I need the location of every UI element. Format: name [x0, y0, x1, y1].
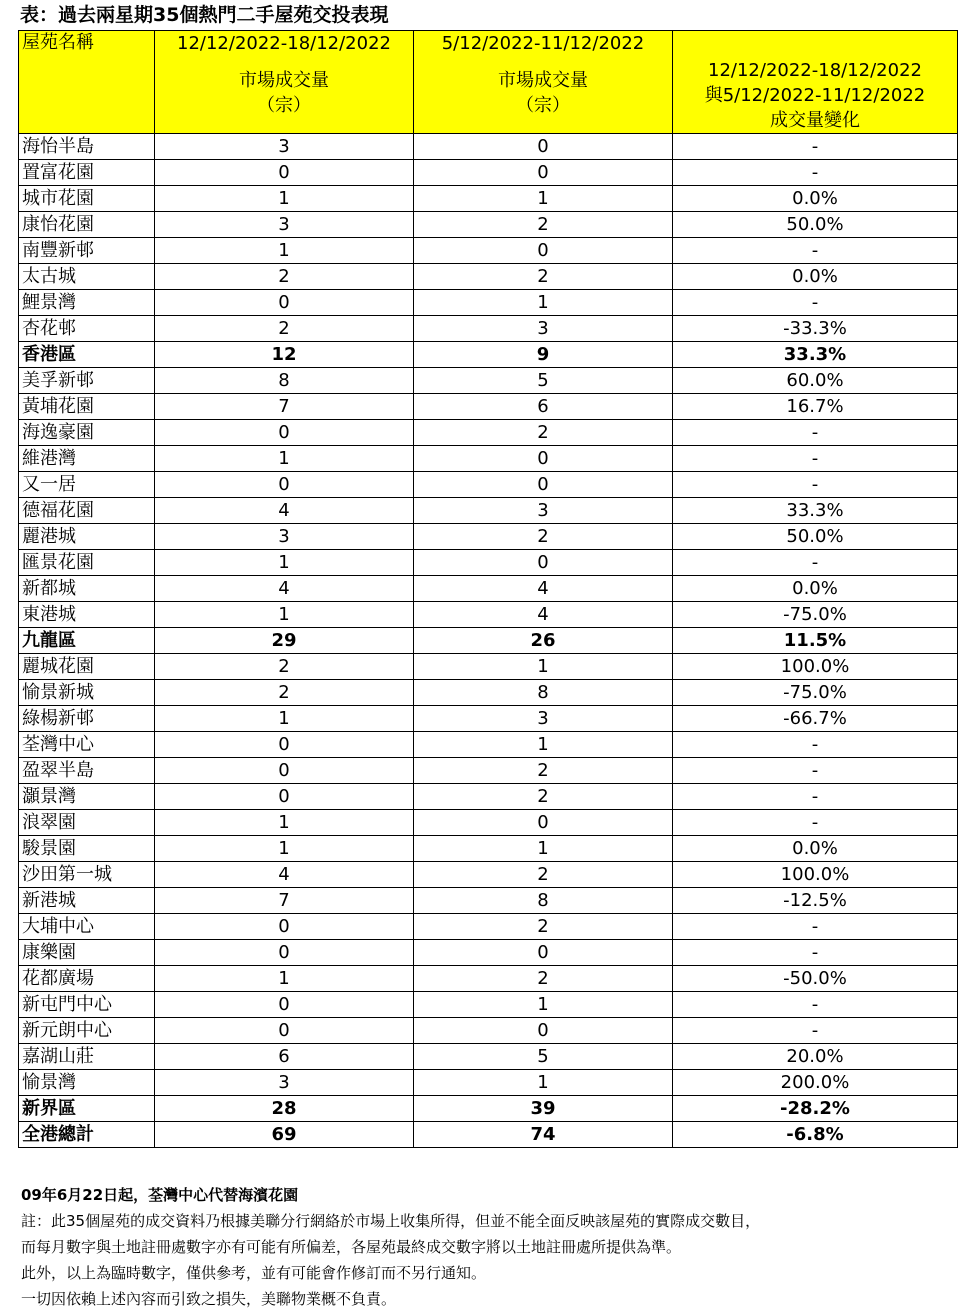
header-period-1-unit: （宗）: [257, 95, 311, 116]
change-cell: -: [673, 732, 958, 758]
change-cell: -: [673, 784, 958, 810]
table-row: [19, 160, 958, 186]
header-period-2-volume: 市場成交量: [498, 70, 588, 91]
period-2-volume-cell: 1: [414, 654, 673, 680]
change-cell: -: [673, 134, 958, 160]
header-change-line1: 12/12/2022-18/12/2022: [708, 60, 922, 81]
period-1-volume-cell: 7: [155, 888, 414, 914]
estate-name-cell: 嘉湖山莊: [19, 1044, 155, 1070]
change-cell: 16.7%: [673, 394, 958, 420]
note-disclaimer-2: 而每月數字與土地註冊處數字亦有可能有所偏差，各屋苑最終成交數字將以土地註冊處所提供為準。: [21, 1238, 682, 1256]
period-1-volume-cell: 0: [155, 992, 414, 1018]
table-row: [19, 498, 958, 524]
table-row: [19, 732, 958, 758]
estate-name-cell: 愉景灣: [19, 1070, 155, 1096]
period-2-volume-cell: 1: [414, 836, 673, 862]
change-cell: -6.8%: [673, 1122, 958, 1148]
table-row: [19, 446, 958, 472]
period-1-volume-cell: 2: [155, 264, 414, 290]
period-2-volume-cell: 2: [414, 212, 673, 238]
change-cell: -: [673, 290, 958, 316]
period-2-volume-cell: 0: [414, 134, 673, 160]
change-cell: -75.0%: [673, 602, 958, 628]
header-period-1-volume: 市場成交量: [239, 70, 329, 91]
table-row: [19, 862, 958, 888]
table-body: [19, 134, 958, 1148]
change-cell: -: [673, 420, 958, 446]
change-cell: -: [673, 550, 958, 576]
period-2-volume-cell: 0: [414, 472, 673, 498]
period-1-volume-cell: 0: [155, 784, 414, 810]
period-1-volume-cell: 7: [155, 394, 414, 420]
estate-name-cell: 荃灣中心: [19, 732, 155, 758]
estate-name-cell: 花都廣場: [19, 966, 155, 992]
table-row: [19, 212, 958, 238]
period-1-volume-cell: 2: [155, 654, 414, 680]
page-title: 表：過去兩星期35個熱門二手屋苑交投表現: [20, 4, 389, 26]
period-1-volume-cell: 1: [155, 836, 414, 862]
period-2-volume-cell: 2: [414, 758, 673, 784]
change-cell: -: [673, 1018, 958, 1044]
change-cell: 11.5%: [673, 628, 958, 654]
estate-name-cell: 麗城花園: [19, 654, 155, 680]
table-row: [19, 1044, 958, 1070]
header-period-1-dates: 12/12/2022-18/12/2022: [177, 33, 391, 54]
district-subtotal-row: [19, 1096, 958, 1122]
estate-name-cell: 維港灣: [19, 446, 155, 472]
period-1-volume-cell: 2: [155, 316, 414, 342]
change-cell: 0.0%: [673, 186, 958, 212]
period-2-volume-cell: 0: [414, 1018, 673, 1044]
period-1-volume-cell: 1: [155, 602, 414, 628]
period-1-volume-cell: 0: [155, 914, 414, 940]
note-disclaimer-3: 此外，以上為臨時數字，僅供參考，並有可能會作修訂而不另行通知。: [21, 1264, 487, 1282]
header-change-line2: 與5/12/2022-11/12/2022: [704, 85, 926, 106]
period-2-volume-cell: 74: [414, 1122, 673, 1148]
note-disclaimer-4: 一切因依賴上述內容而引致之損失，美聯物業概不負責。: [21, 1290, 397, 1308]
period-2-volume-cell: 2: [414, 914, 673, 940]
estate-name-cell: 九龍區: [19, 628, 155, 654]
period-1-volume-cell: 29: [155, 628, 414, 654]
estate-name-cell: 美孚新邨: [19, 368, 155, 394]
period-1-volume-cell: 0: [155, 758, 414, 784]
period-2-volume-cell: 39: [414, 1096, 673, 1122]
period-1-volume-cell: 0: [155, 1018, 414, 1044]
period-1-volume-cell: 3: [155, 524, 414, 550]
table-row: [19, 654, 958, 680]
table-row: [19, 316, 958, 342]
change-cell: 33.3%: [673, 498, 958, 524]
table-row: [19, 602, 958, 628]
period-2-volume-cell: 2: [414, 264, 673, 290]
estate-name-cell: 匯景花園: [19, 550, 155, 576]
change-cell: 100.0%: [673, 862, 958, 888]
estate-name-cell: 新元朗中心: [19, 1018, 155, 1044]
change-cell: -: [673, 472, 958, 498]
estate-name-cell: 新都城: [19, 576, 155, 602]
estate-name-cell: 愉景新城: [19, 680, 155, 706]
estate-name-cell: 海逸豪園: [19, 420, 155, 446]
period-1-volume-cell: 12: [155, 342, 414, 368]
period-1-volume-cell: 0: [155, 160, 414, 186]
table-row: [19, 810, 958, 836]
table-row: [19, 1018, 958, 1044]
header-period-2: [414, 31, 673, 134]
change-cell: -66.7%: [673, 706, 958, 732]
table-row: [19, 524, 958, 550]
period-1-volume-cell: 1: [155, 810, 414, 836]
footnotes: [21, 1182, 961, 1312]
estate-name-cell: 盈翠半島: [19, 758, 155, 784]
period-2-volume-cell: 1: [414, 290, 673, 316]
period-1-volume-cell: 4: [155, 862, 414, 888]
period-1-volume-cell: 2: [155, 680, 414, 706]
change-cell: -: [673, 160, 958, 186]
period-2-volume-cell: 0: [414, 940, 673, 966]
period-2-volume-cell: 6: [414, 394, 673, 420]
note-replacement: 09年6月22日起，荃灣中心代替海濱花園: [21, 1186, 299, 1204]
period-1-volume-cell: 4: [155, 576, 414, 602]
period-1-volume-cell: 1: [155, 186, 414, 212]
period-1-volume-cell: 0: [155, 290, 414, 316]
period-2-volume-cell: 8: [414, 680, 673, 706]
estate-name-cell: 又一居: [19, 472, 155, 498]
estate-name-cell: 香港區: [19, 342, 155, 368]
estate-name-cell: 綠楊新邨: [19, 706, 155, 732]
change-cell: 100.0%: [673, 654, 958, 680]
period-1-volume-cell: 3: [155, 134, 414, 160]
estate-name-cell: 鯉景灣: [19, 290, 155, 316]
table-row: [19, 836, 958, 862]
table-row: [19, 238, 958, 264]
period-1-volume-cell: 1: [155, 706, 414, 732]
change-cell: -28.2%: [673, 1096, 958, 1122]
header-period-1: [155, 31, 414, 134]
table-row: [19, 940, 958, 966]
estate-name-cell: 沙田第一城: [19, 862, 155, 888]
header-estate-name: 屋苑名稱: [19, 31, 155, 134]
estate-name-cell: 康怡花園: [19, 212, 155, 238]
period-2-volume-cell: 2: [414, 862, 673, 888]
table-row: [19, 134, 958, 160]
change-cell: 20.0%: [673, 1044, 958, 1070]
period-2-volume-cell: 1: [414, 992, 673, 1018]
table-row: [19, 914, 958, 940]
period-2-volume-cell: 5: [414, 1044, 673, 1070]
header-change-line3: 成交量變化: [770, 110, 860, 131]
change-cell: -50.0%: [673, 966, 958, 992]
period-2-volume-cell: 26: [414, 628, 673, 654]
table-row: [19, 420, 958, 446]
estate-name-cell: 東港城: [19, 602, 155, 628]
table-row: [19, 992, 958, 1018]
period-1-volume-cell: 0: [155, 472, 414, 498]
period-1-volume-cell: 1: [155, 966, 414, 992]
period-1-volume-cell: 3: [155, 212, 414, 238]
change-cell: 0.0%: [673, 264, 958, 290]
estate-name-cell: 麗港城: [19, 524, 155, 550]
change-cell: 0.0%: [673, 836, 958, 862]
change-cell: 33.3%: [673, 342, 958, 368]
table-row: [19, 706, 958, 732]
estate-name-cell: 新屯門中心: [19, 992, 155, 1018]
estate-name-cell: 海怡半島: [19, 134, 155, 160]
table-row: [19, 472, 958, 498]
period-2-volume-cell: 0: [414, 160, 673, 186]
period-1-volume-cell: 69: [155, 1122, 414, 1148]
header-change: [673, 31, 958, 134]
period-1-volume-cell: 6: [155, 1044, 414, 1070]
period-1-volume-cell: 28: [155, 1096, 414, 1122]
period-2-volume-cell: 2: [414, 420, 673, 446]
table-row: [19, 290, 958, 316]
estate-name-cell: 德福花園: [19, 498, 155, 524]
period-2-volume-cell: 5: [414, 368, 673, 394]
period-2-volume-cell: 4: [414, 602, 673, 628]
estate-name-cell: 城市花園: [19, 186, 155, 212]
period-1-volume-cell: 1: [155, 550, 414, 576]
period-2-volume-cell: 1: [414, 186, 673, 212]
table-row: [19, 394, 958, 420]
header-period-2-dates: 5/12/2022-11/12/2022: [441, 33, 645, 54]
period-2-volume-cell: 2: [414, 524, 673, 550]
table-row: [19, 576, 958, 602]
table-row: [19, 1070, 958, 1096]
period-2-volume-cell: 9: [414, 342, 673, 368]
change-cell: -12.5%: [673, 888, 958, 914]
change-cell: 50.0%: [673, 212, 958, 238]
table-row: [19, 784, 958, 810]
period-1-volume-cell: 0: [155, 940, 414, 966]
table-row: [19, 680, 958, 706]
estate-name-cell: 新港城: [19, 888, 155, 914]
period-1-volume-cell: 3: [155, 1070, 414, 1096]
district-subtotal-row: [19, 628, 958, 654]
change-cell: -: [673, 992, 958, 1018]
estate-name-cell: 全港總計: [19, 1122, 155, 1148]
note-disclaimer-1: 註：此35個屋苑的成交資料乃根據美聯分行網絡於市場上收集所得，但並不能全面反映該屋苑的實際成交數目，: [21, 1212, 761, 1230]
period-2-volume-cell: 2: [414, 966, 673, 992]
estate-name-cell: 黃埔花園: [19, 394, 155, 420]
header-period-2-unit: （宗）: [516, 95, 570, 116]
period-2-volume-cell: 0: [414, 446, 673, 472]
change-cell: -: [673, 940, 958, 966]
change-cell: -: [673, 810, 958, 836]
period-2-volume-cell: 2: [414, 784, 673, 810]
period-2-volume-cell: 3: [414, 706, 673, 732]
period-1-volume-cell: 0: [155, 732, 414, 758]
change-cell: 60.0%: [673, 368, 958, 394]
period-1-volume-cell: 1: [155, 238, 414, 264]
period-2-volume-cell: 0: [414, 550, 673, 576]
estate-name-cell: 駿景園: [19, 836, 155, 862]
table-header-row: [19, 31, 958, 134]
change-cell: -: [673, 238, 958, 264]
change-cell: 200.0%: [673, 1070, 958, 1096]
table-row: [19, 264, 958, 290]
change-cell: -: [673, 914, 958, 940]
table-row: [19, 758, 958, 784]
table-row: [19, 550, 958, 576]
period-2-volume-cell: 0: [414, 810, 673, 836]
period-2-volume-cell: 1: [414, 1070, 673, 1096]
estate-name-cell: 新界區: [19, 1096, 155, 1122]
period-2-volume-cell: 8: [414, 888, 673, 914]
estate-name-cell: 杏花邨: [19, 316, 155, 342]
period-1-volume-cell: 8: [155, 368, 414, 394]
period-2-volume-cell: 0: [414, 238, 673, 264]
period-2-volume-cell: 1: [414, 732, 673, 758]
change-cell: 50.0%: [673, 524, 958, 550]
period-1-volume-cell: 0: [155, 420, 414, 446]
estate-name-cell: 置富花園: [19, 160, 155, 186]
estate-name-cell: 大埔中心: [19, 914, 155, 940]
table-row: [19, 186, 958, 212]
estate-name-cell: 太古城: [19, 264, 155, 290]
change-cell: -: [673, 758, 958, 784]
estate-name-cell: 浪翠園: [19, 810, 155, 836]
period-1-volume-cell: 4: [155, 498, 414, 524]
table-row: [19, 368, 958, 394]
change-cell: 0.0%: [673, 576, 958, 602]
estate-name-cell: 灝景灣: [19, 784, 155, 810]
period-2-volume-cell: 3: [414, 498, 673, 524]
estate-name-cell: 康樂園: [19, 940, 155, 966]
change-cell: -75.0%: [673, 680, 958, 706]
district-subtotal-row: [19, 342, 958, 368]
change-cell: -: [673, 446, 958, 472]
table-row: [19, 888, 958, 914]
period-2-volume-cell: 3: [414, 316, 673, 342]
grand-total-row: [19, 1122, 958, 1148]
transaction-table: [18, 30, 958, 1148]
period-2-volume-cell: 4: [414, 576, 673, 602]
table-row: [19, 966, 958, 992]
estate-name-cell: 南豐新邨: [19, 238, 155, 264]
period-1-volume-cell: 1: [155, 446, 414, 472]
change-cell: -33.3%: [673, 316, 958, 342]
